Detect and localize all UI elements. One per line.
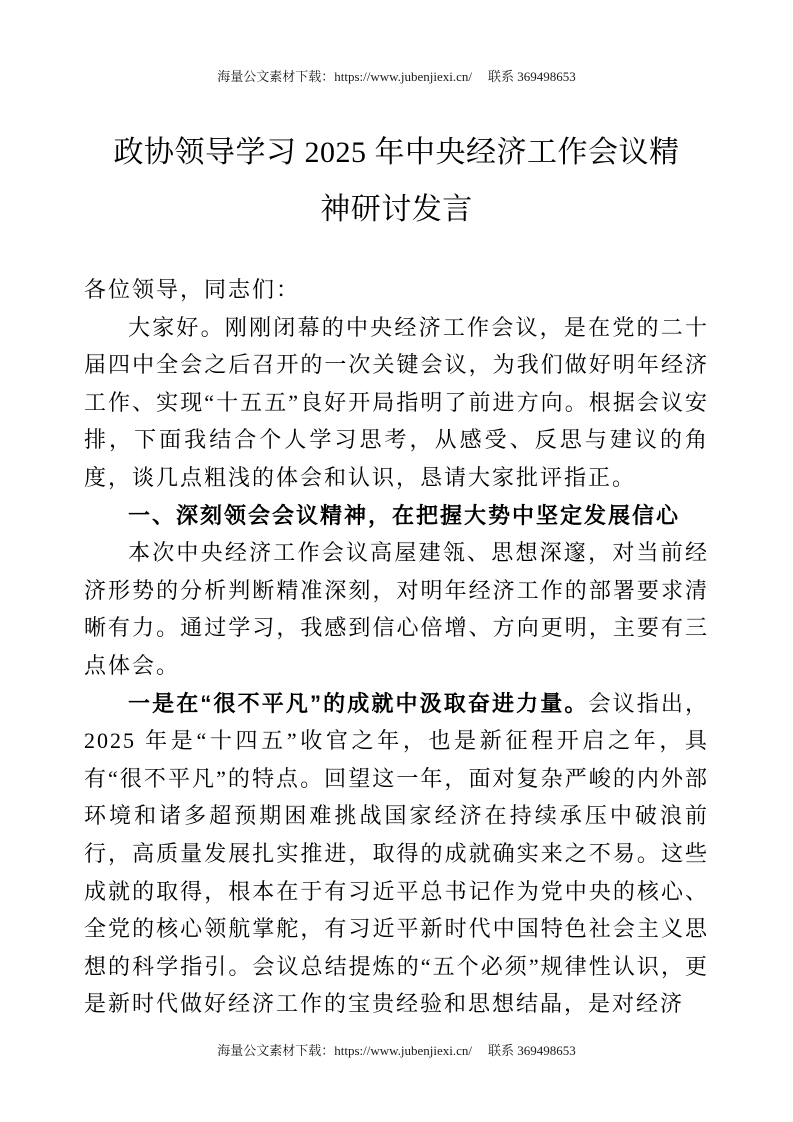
title-line-1: 政协领导学习 2025 年中央经济工作会议精: [113, 136, 680, 169]
document-title: [84, 124, 709, 238]
page-footer: [0, 1040, 793, 1059]
title-line-2: 神研讨发言: [320, 193, 473, 226]
header-contact: 联系 369498653: [488, 69, 576, 84]
footer-site-label: 海量公文素材下载：: [217, 1043, 335, 1058]
header-site-label: 海量公文素材下载：: [217, 69, 335, 84]
point-1-text: 会议指出，2025 年是“十四五”收官之年，也是新征程开启之年，具有“很不平凡”的特点。回望这一年，面对复杂严峻的内外部环境和诸多超预期困难挑战国家经济在持续承压中破浪前行，高质量发展扎实推进，取得的成就确实来之不易。这些成就的取得，根本在于有习近平总书记作为党中央的核心、全党的核心领航掌舵，有习近平新时代中国特色社会主义思想的科学指引。会议总结提炼的“五个必须”规律性认识，更是新时代做好经济工作的宝贵经验和思想结晶，是对经济: [84, 690, 709, 1017]
footer-url: https://www.jubenjiexi.cn/: [334, 1043, 473, 1058]
footer-contact: 联系 369498653: [488, 1043, 576, 1058]
section-1-paragraph: 本次中央经济工作会议高屋建瓴、思想深邃，对当前经济形势的分析判断精准深刻，对明年经济工作的部署要求清晰有力。通过学习，我感到信心倍增、方向更明，主要有三点体会。: [84, 540, 709, 678]
point-1-paragraph: [84, 685, 709, 1023]
salutation: 各位领导，同志们：: [84, 277, 301, 302]
section-1-heading: 一、深刻领会会议精神，在把握大势中坚定发展信心: [128, 502, 681, 528]
page-header: [0, 66, 793, 85]
intro-paragraph: 大家好。刚刚闭幕的中央经济工作会议，是在党的二十届四中全会之后召开的一次关键会议，为我们做好明年经济工作、实现“十五五”良好开局指明了前进方向。根据会议安排，下面我结合个人学习思考，从感受、反思与建议的角度，谈几点粗浅的体会和认识，恳请大家批评指正。: [84, 314, 709, 490]
header-url: https://www.jubenjiexi.cn/: [334, 69, 473, 84]
point-1-lead: 一是在“很不平凡”的成就中汲取奋进力量。: [128, 690, 589, 716]
document-body: [84, 271, 709, 1023]
